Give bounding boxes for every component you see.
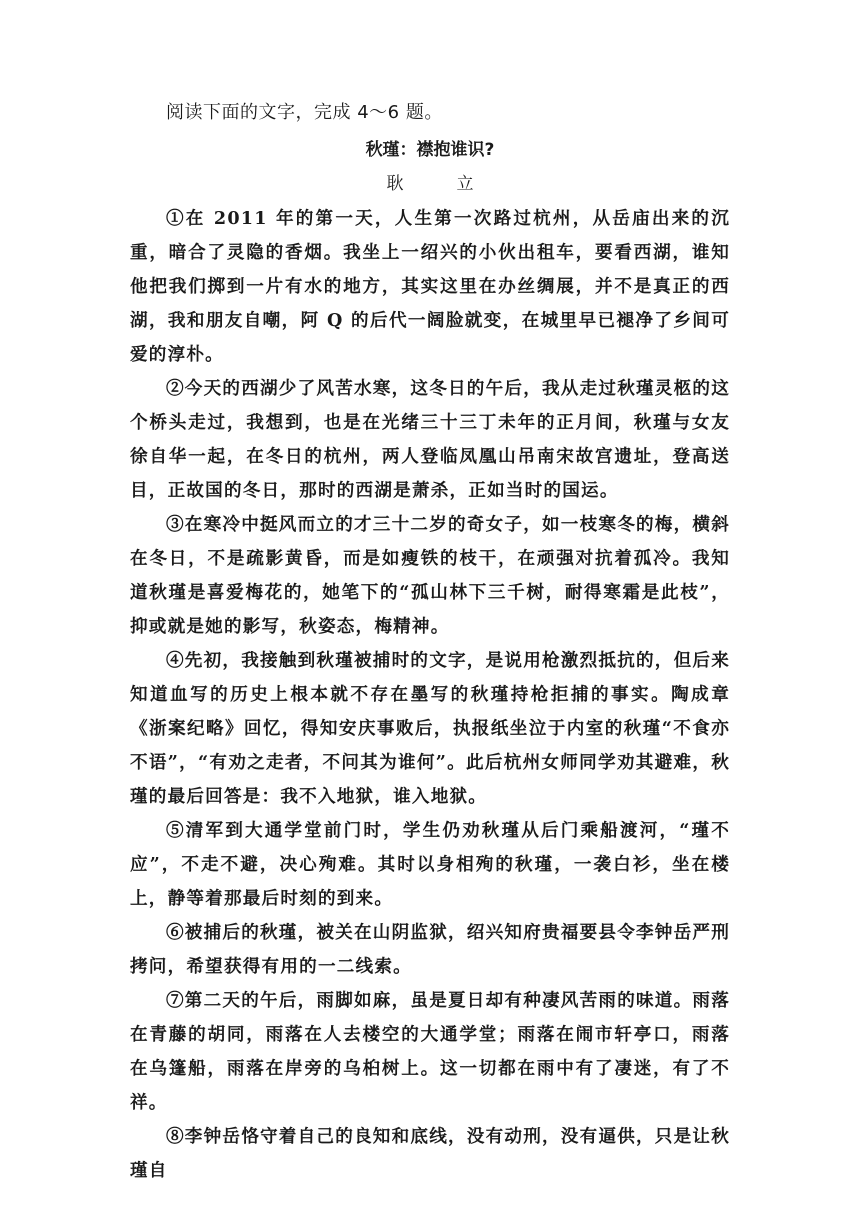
document-page xyxy=(130,100,730,1188)
paragraph-1: ①在 2011 年的第一天，人生第一次路过杭州，从岳庙出来的沉重，暗合了灵隐的香烟。我坐上一绍兴的小伙出租车，要看西湖，谁知他把我们掷到一片有水的地方，其实这里在办丝绸展，并不是真正的西湖，我和朋友自嘲，阿 Q 的后代一阔脸就变，在城里早已褪净了乡间可爱的淳朴。 xyxy=(130,208,730,365)
paragraph-2: ②今天的西湖少了风苦水寒，这冬日的午后，我从走过秋瑾灵柩的这个桥头走过，我想到，也是在光绪三十三丁未年的正月间，秋瑾与女友徐自华一起，在冬日的杭州，两人登临凤凰山吊南宋故宫遗址，登高送目，正故国的冬日，那时的西湖是萧杀，正如当时的国运。 xyxy=(130,378,730,501)
article-title: 秋瑾：襟抱谁识? xyxy=(365,140,495,160)
paragraph-6: ⑥被捕后的秋瑾，被关在山阴监狱，绍兴知府贵福要县令李钟岳严刑拷问，希望获得有用的一二线索。 xyxy=(130,922,730,977)
paragraph-5: ⑤清军到大通学堂前门时，学生仍劝秋瑾从后门乘船渡河，“瑾不应”，不走不避，决心殉难。其时以身相殉的秋瑾，一袭白衫，坐在楼上，静等着那最后时刻的到来。 xyxy=(130,820,730,909)
paragraph-4: ④先初，我接触到秋瑾被捕时的文字，是说用枪激烈抵抗的，但后来知道血写的历史上根本就不存在墨写的秋瑾持枪拒捕的事实。陶成章《浙案纪略》回忆，得知安庆事败后，执报纸坐泣于内室的秋瑾“不食亦不语”，“有劝之走者，不问其为谁何”。此后杭州女师同学劝其避难，秋瑾的最后回答是：我不入地狱，谁入地狱。 xyxy=(130,650,730,807)
paragraph-7: ⑦第二天的午后，雨脚如麻，虽是夏日却有种凄风苦雨的味道。雨落在青藤的胡同，雨落在人去楼空的大通学堂；雨落在闹市轩亭口，雨落在乌篷船，雨落在岸旁的乌桕树上。这一切都在雨中有了凄迷，有了不祥。 xyxy=(130,990,730,1113)
paragraph-8: ⑧李钟岳恪守着自己的良知和底线，没有动刑，没有逼供，只是让秋瑾自 xyxy=(130,1126,730,1181)
article-author: 耿 立 xyxy=(386,174,492,194)
reading-instruction: 阅读下面的文字，完成 4～6 题。 xyxy=(166,102,443,123)
paragraph-3: ③在寒冷中挺风而立的才三十二岁的奇女子，如一枝寒冬的梅，横斜在冬日，不是疏影黄昏，而是如瘦铁的枝干，在顽强对抗着孤冷。我知道秋瑾是喜爱梅花的，她笔下的“孤山林下三千树，耐得寒霜是此枝”，抑或就是她的影写，秋姿态，梅精神。 xyxy=(130,514,730,637)
